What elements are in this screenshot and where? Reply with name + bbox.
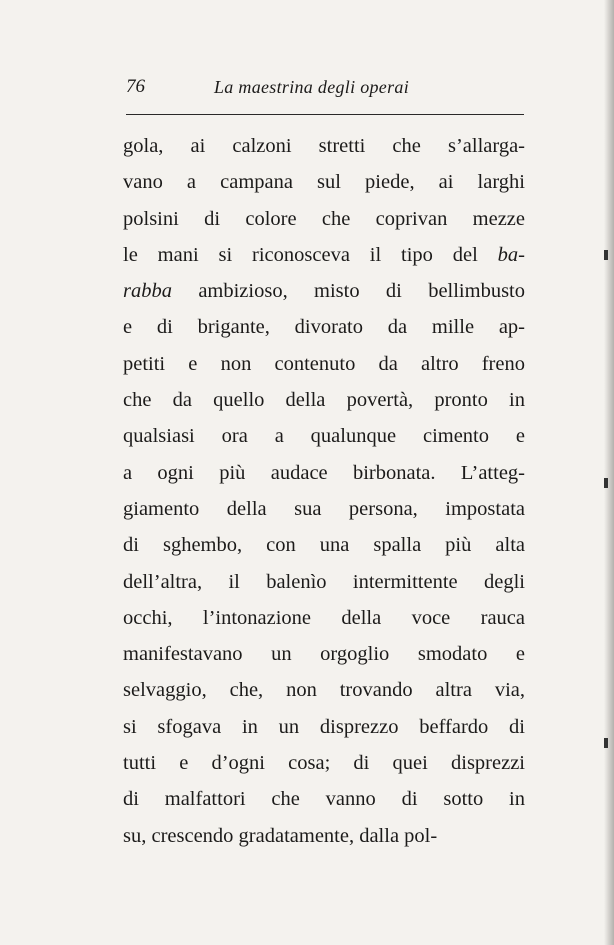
text-line-11: giamento della sua persona, impostata [123,497,525,520]
text-line-10: a ogni più audace birbonata. L’atteg- [123,461,525,484]
text-line-3: polsini di colore che coprivan mezze [123,207,525,230]
page-number: 76 [126,76,145,97]
text-line-8: che da quello della povertà, pronto in [123,389,525,412]
text-line-1: gola, ai calzoni stretti che s’allarga- [123,135,525,157]
italic-word-barabba-start: ba- [497,243,525,266]
text-line-19: di malfattori che vanno di sotto in [123,788,525,811]
text-line-4-main: le mani si riconosceva il tipo del [123,243,478,266]
text-line-20: su, crescendo gradatamente, dalla pol- [123,824,438,847]
text-line-17: si sfogava in un disprezzo beffardo di [123,715,525,738]
text-line-6: e di brigante, divorato da mille ap- [123,316,525,339]
text-line-13: dell’altra, il balenìo intermittente degli [123,570,525,593]
text-line-9: qualsiasi ora a qualunque cimento e [123,425,525,448]
edge-speck [604,478,608,488]
text-line-15: manifestavano un orgoglio smodato e [123,643,525,666]
text-line-14: occhi, l’intonazione della voce rauca [123,606,525,629]
text-line-5 [123,273,525,309]
book-title: La maestrina degli operai [214,77,409,97]
edge-speck [604,250,608,260]
text-line-4 [123,237,525,273]
text-line-7: petiti e non contenuto da altro freno [123,352,525,375]
body-text [123,128,525,854]
page-edge-shadow [604,0,614,945]
text-line-2: vano a campana sul piede, ai larghi [123,171,525,194]
text-line-16: selvaggio, che, non trovando altra via, [123,679,525,702]
edge-speck [604,738,608,748]
text-line-12: di sghembo, con una spalla più alta [123,534,525,557]
text-line-18: tutti e d’ogni cosa; di quei disprezzi [123,752,525,775]
text-line-5-main: ambizioso, misto di bellimbusto [198,280,525,303]
italic-word-barabba-end: rabba [123,280,172,303]
header-rule [126,114,524,115]
running-head [126,76,520,106]
